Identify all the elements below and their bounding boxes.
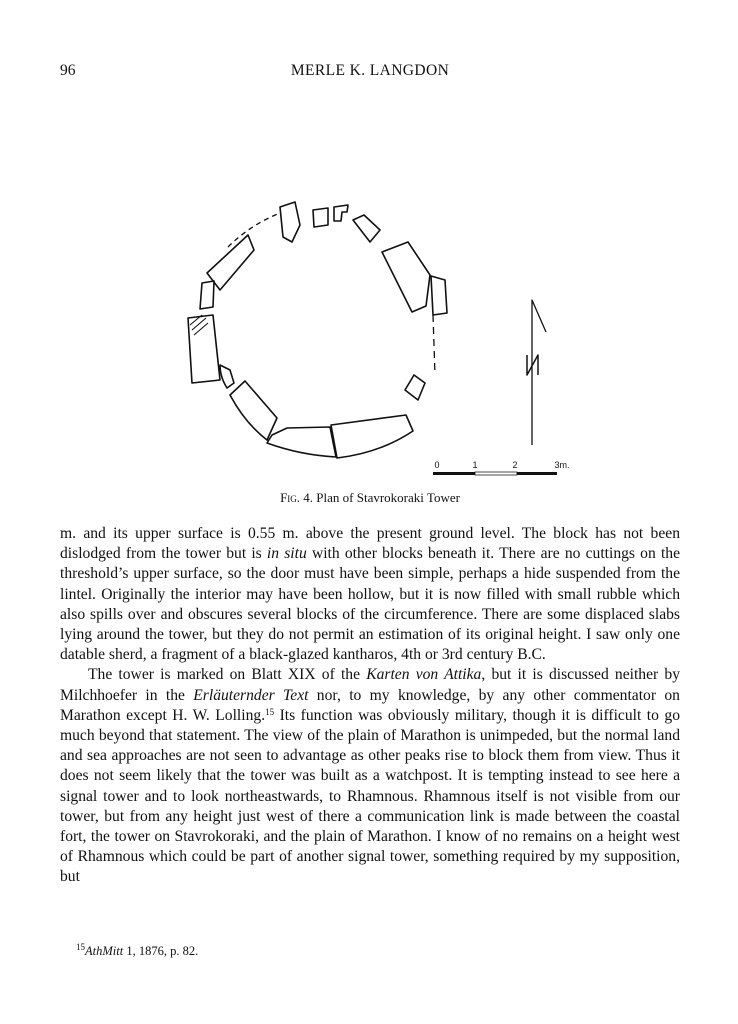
wall-block <box>353 215 380 242</box>
wall-block <box>280 202 300 242</box>
scale-bar-white-segment <box>475 472 517 475</box>
scale-tick-label: 0 <box>434 460 440 470</box>
wall-block <box>382 242 430 312</box>
era-abbrev: B.C. <box>517 646 546 664</box>
dashed-wall-east <box>433 315 435 375</box>
wall-block <box>230 381 277 440</box>
footnote-marker: 15 <box>76 942 85 952</box>
footnote-source: AthMitt <box>85 944 124 958</box>
running-head: MERLE K. LANGDON <box>290 62 450 79</box>
figure-label: Fig. 4. <box>280 490 314 505</box>
paragraph: The tower is marked on Blatt XIX of the Karten von Attika, but it is discussed neither by Milchhoefer in the Erläuternder Text nor, to my knowledge, by any other commentator on Marathon except H. W. Lolling.$^{15}$ Its function was obviously military, though it is difficult to go much beyond that statement. The view of the plain of Marathon is unimpeded, but the normal land and sea approaches are not seen to advantage as other peaks rise to block them from view. Thus it does not seem likely that the tower was built as a watchpost. It is tempting instead to see here a signal tower and to look northeastwards, to Rhamnous. Rhamnous itself is not visible from our tower, but from any height just west of there a communication link is made between the coastal fort, the tower on Stavrokoraki, and the plain of Marathon. I know of no remains on a height west of Rhamnous which could be part of another signal tower, something required by my supposition, but <box>60 666 680 886</box>
wall-block <box>405 375 425 400</box>
wall-block <box>431 276 447 315</box>
figure-title: Plan of Stavrokoraki Tower <box>316 490 460 505</box>
wall-block <box>188 315 220 383</box>
footnote-ref[interactable]: 15 <box>265 706 275 717</box>
wall-block <box>331 415 413 458</box>
north-arrow <box>532 300 546 445</box>
wall-block <box>313 208 328 227</box>
north-label: N <box>528 391 529 392</box>
page-header <box>60 62 680 84</box>
italic-title: Karten von Attika <box>366 666 482 684</box>
scale-bar <box>433 460 570 475</box>
page-number: 96 <box>60 62 76 79</box>
wall-block <box>200 281 214 309</box>
scale-bar-black-segment <box>433 472 475 475</box>
scale-tick-label: 1 <box>472 460 478 470</box>
paragraph: m. and its upper surface is 0.55 m. above the present ground level. The block has not been dislodged from the tower but is in situ with other blocks beneath it. There are no cuttings on the threshold’s upper surface, so the door must have been simple, perhaps a hide suspended from the lintel. Originally the interior may have been hollow, but it is now filled with small rubble which also spills over and obscures several blocks of the circumference. There are some displaced slabs lying around the tower, but they do not permit an estimation of its original height. I saw only one datable sherd, a fragment of a black-glazed kantharos, 4th or 3rd century B.C. <box>60 525 680 664</box>
scale-tick-label: 3m. <box>554 460 570 470</box>
italic-term: in situ <box>266 545 307 563</box>
scale-bar-black-segment <box>517 472 557 475</box>
figure-tower-plan <box>150 195 610 490</box>
figure-caption <box>60 490 680 506</box>
dashed-wall-arc <box>228 213 280 247</box>
footnote <box>76 944 198 959</box>
italic-title: Erläuternder Text <box>193 686 309 704</box>
wall-block <box>267 427 336 457</box>
footnote-citation: 1, 1876, p. 82. <box>123 944 199 958</box>
wall-block <box>220 365 234 388</box>
tower-plan-drawing <box>150 195 610 490</box>
body-text <box>60 524 680 888</box>
wall-block <box>334 205 348 221</box>
scale-tick-label: 2 <box>512 460 518 470</box>
wall-block <box>207 235 254 290</box>
